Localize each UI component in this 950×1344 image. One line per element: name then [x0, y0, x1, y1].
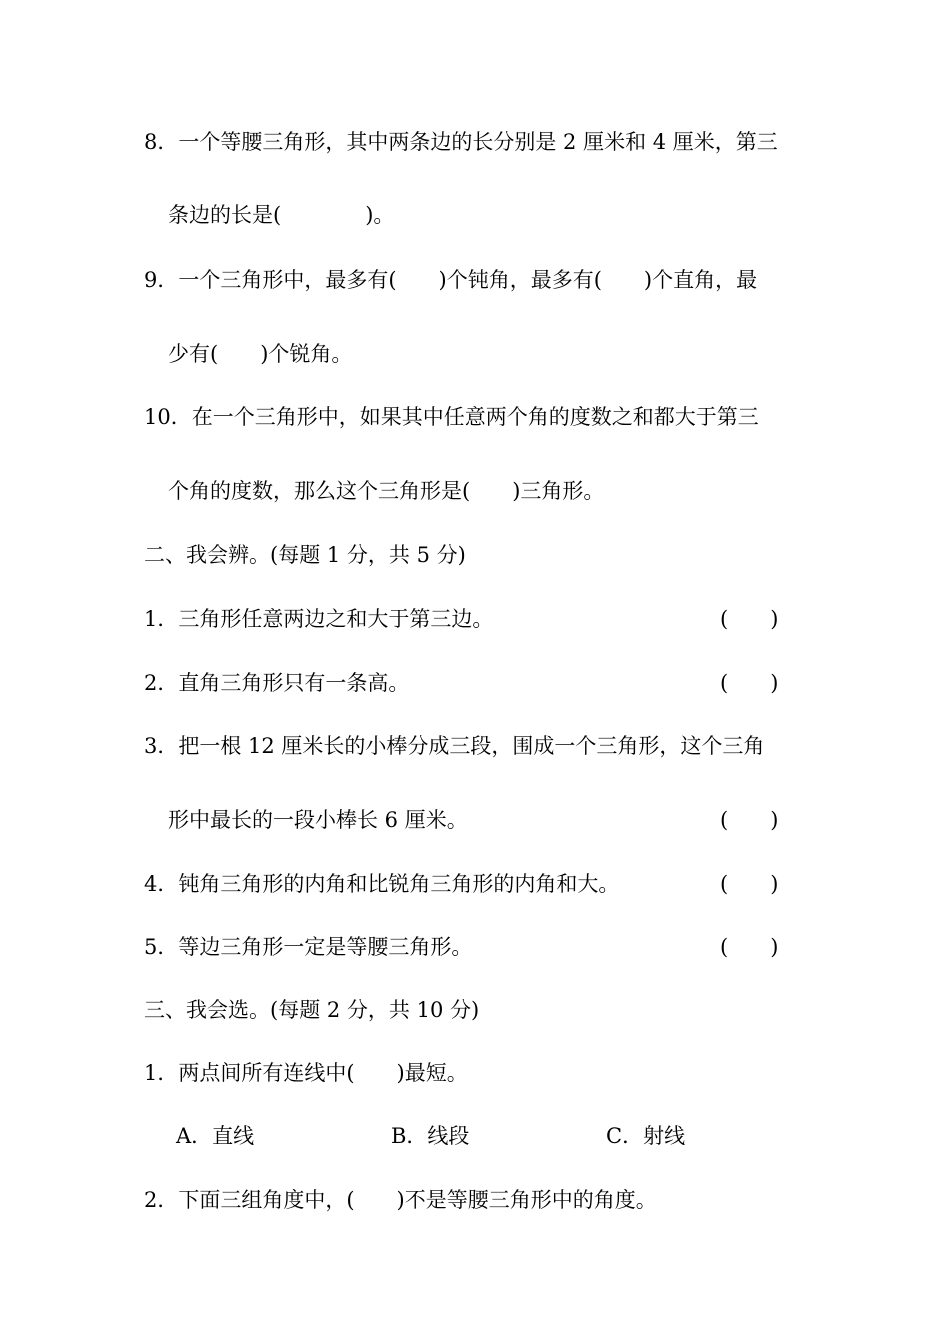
judge-answer-blank-5: ( ) — [720, 935, 779, 959]
question-8-line-1: 8．一个等腰三角形，其中两条边的长分别是 2 厘米和 4 厘米，第三 — [144, 130, 778, 154]
judge-item-2: 2．直角三角形只有一条高。 — [144, 671, 410, 695]
section-3-heading: 三、我会选。(每题 2 分，共 10 分) — [144, 998, 480, 1022]
judge-answer-blank-1: ( ) — [720, 607, 779, 631]
question-9-line-1: 9．一个三角形中，最多有( )个钝角，最多有( )个直角，最 — [144, 268, 758, 292]
judge-answer-blank-3: ( ) — [720, 808, 779, 832]
section-2-heading: 二、我会辨。(每题 1 分，共 5 分) — [144, 543, 466, 567]
choice-question-1: 1．两点间所有连线中( )最短。 — [144, 1061, 468, 1085]
question-8-line-2: 条边的长是( )。 — [168, 203, 395, 227]
question-10-line-2: 个角的度数，那么这个三角形是( )三角形。 — [168, 479, 605, 503]
judge-item-3-line-2: 形中最长的一段小棒长 6 厘米。 — [168, 808, 468, 832]
judge-item-1: 1．三角形任意两边之和大于第三边。 — [144, 607, 494, 631]
judge-item-4: 4．钝角三角形的内角和比锐角三角形的内角和大。 — [144, 872, 620, 896]
choice-option-b: B．线段 — [391, 1124, 470, 1148]
judge-answer-blank-2: ( ) — [720, 671, 779, 695]
choice-option-c: C．射线 — [606, 1124, 686, 1148]
choice-option-a: A．直线 — [176, 1124, 255, 1148]
judge-item-3-line-1: 3．把一根 12 厘米长的小棒分成三段，围成一个三角形，这个三角 — [144, 734, 765, 758]
choice-question-2: 2．下面三组角度中，( )不是等腰三角形中的角度。 — [144, 1188, 657, 1212]
question-9-line-2: 少有( )个锐角。 — [168, 342, 353, 366]
judge-answer-blank-4: ( ) — [720, 872, 779, 896]
question-10-line-1: 10．在一个三角形中，如果其中任意两个角的度数之和都大于第三 — [144, 405, 759, 429]
judge-item-5: 5．等边三角形一定是等腰三角形。 — [144, 935, 473, 959]
